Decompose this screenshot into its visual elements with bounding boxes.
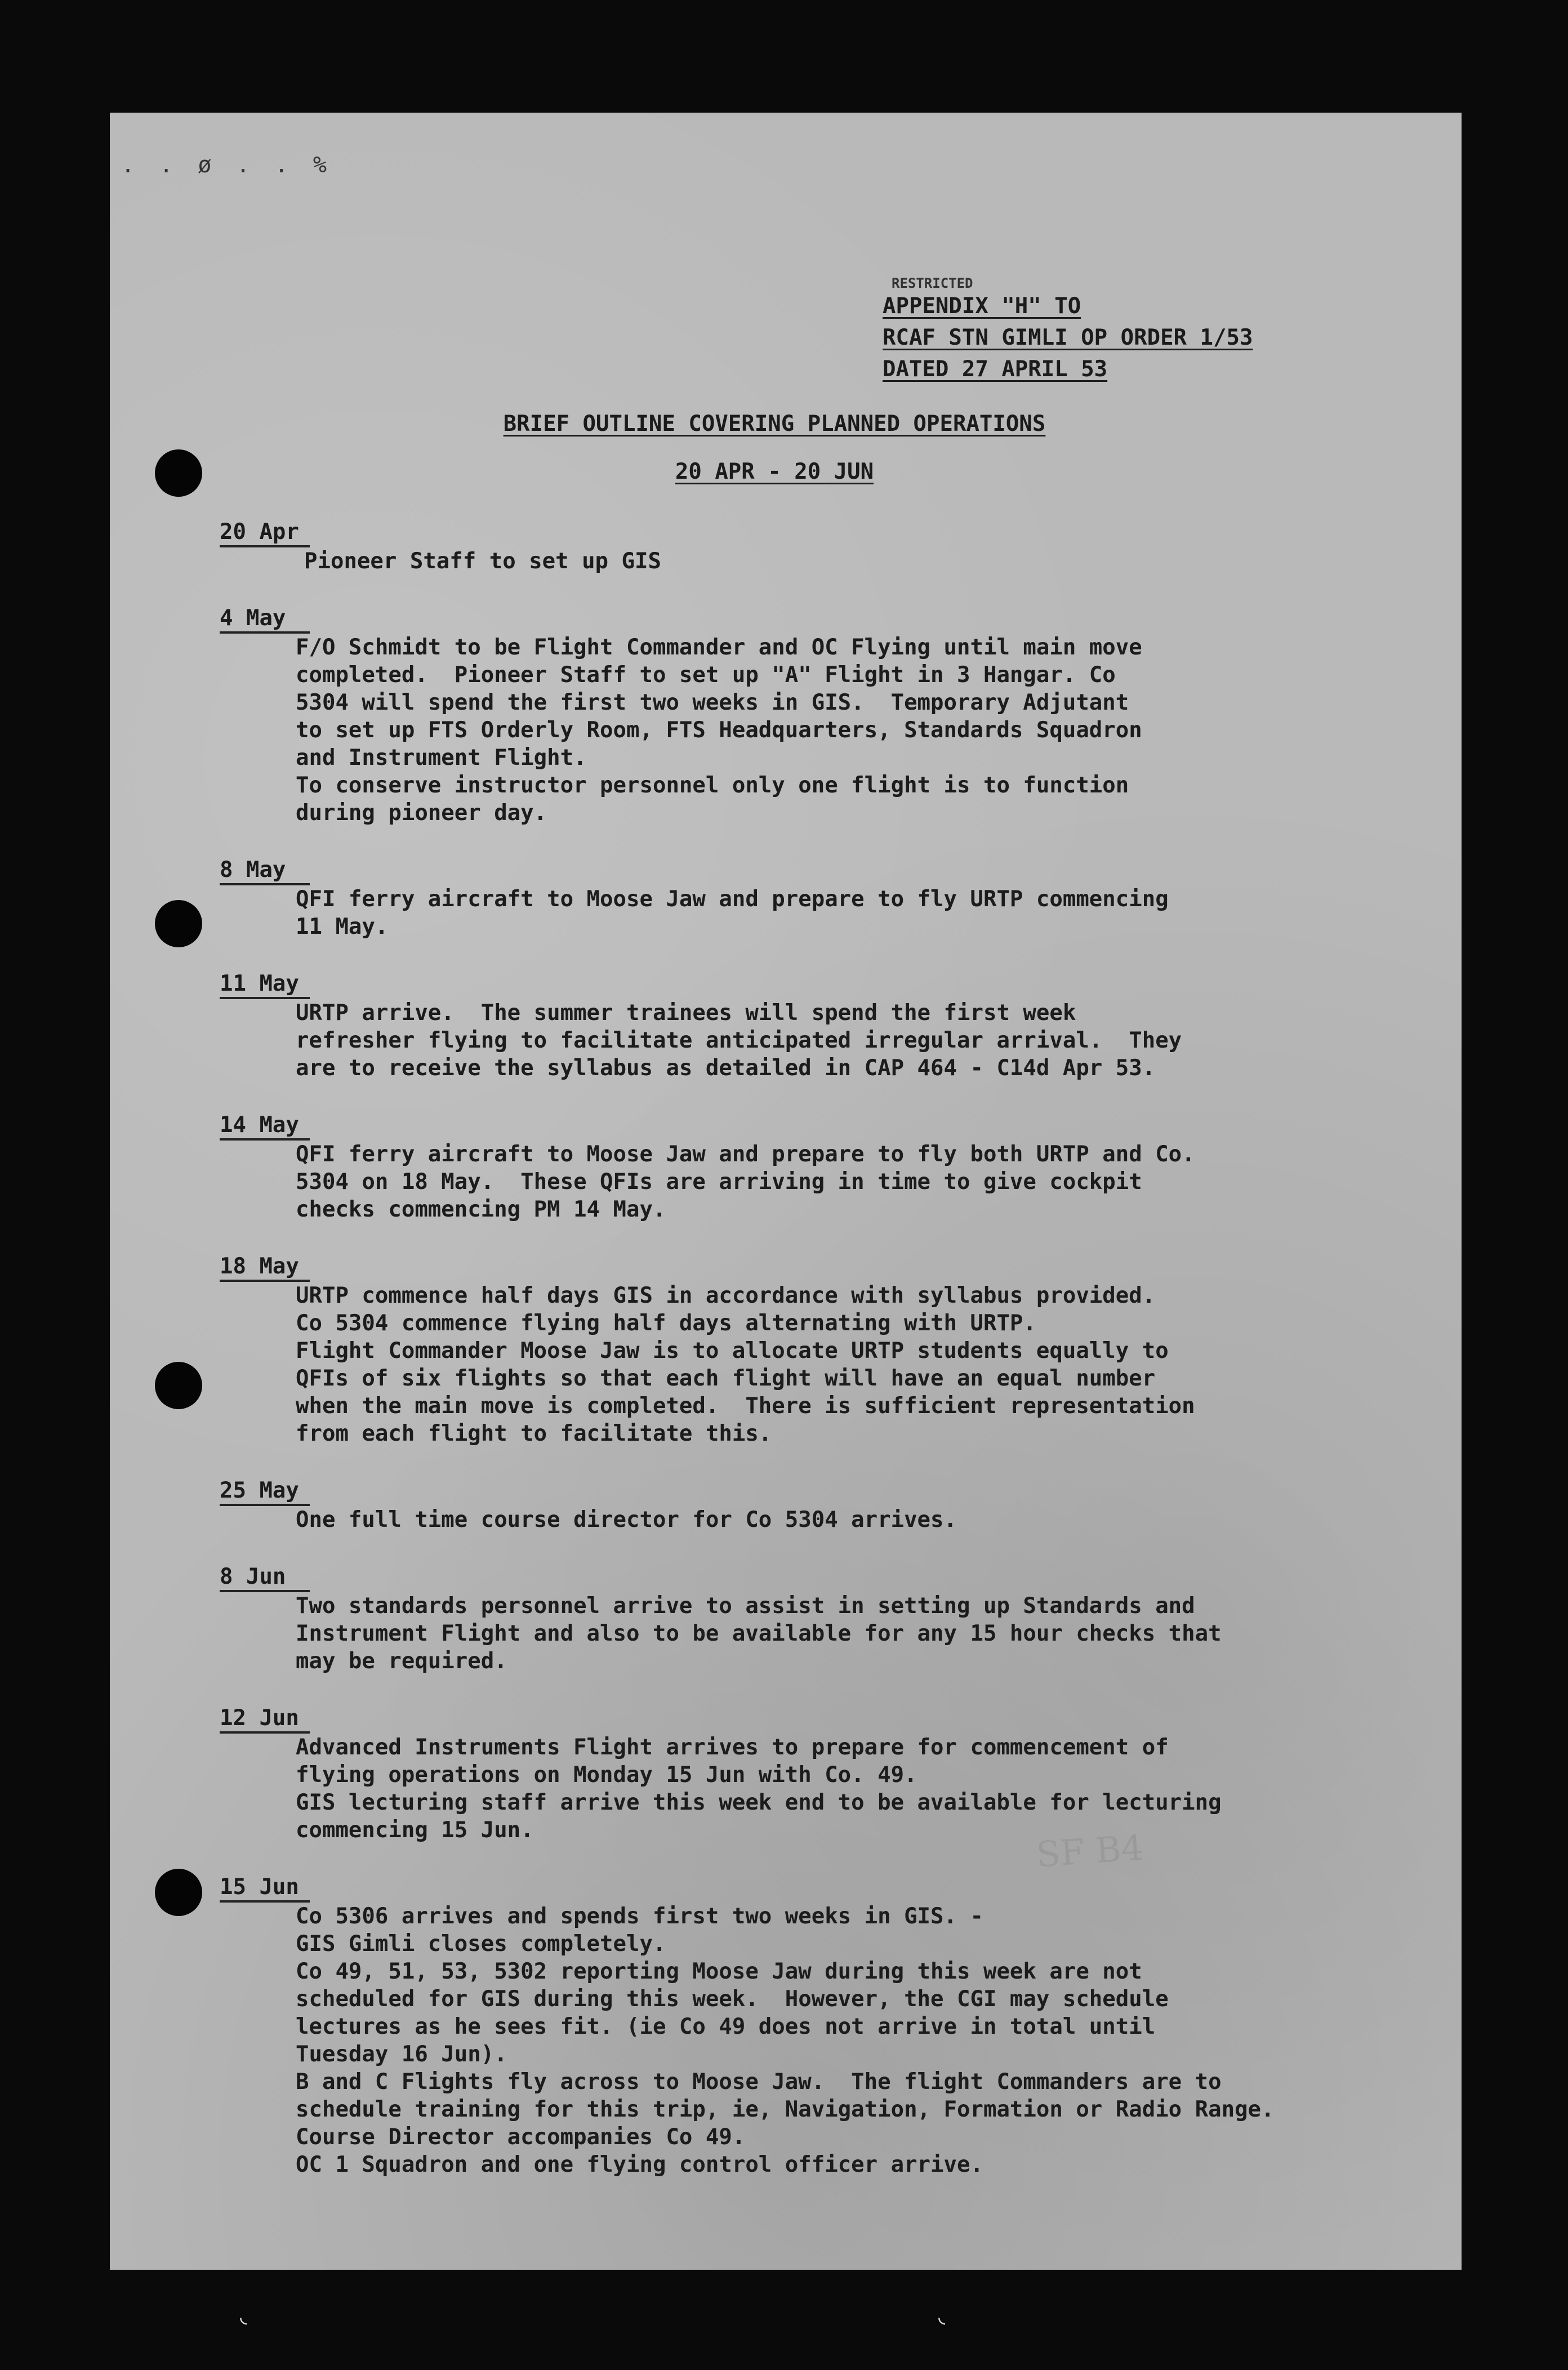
film-mark: ◟ <box>237 2304 251 2329</box>
schedule-entry <box>220 1112 1402 1223</box>
schedule-entry <box>220 605 1402 827</box>
entry-line: Course Director accompanies Co 49. <box>296 2124 746 2150</box>
entry-text <box>296 1282 1402 1447</box>
entry-date: 20 Apr <box>220 519 310 547</box>
entry-line: refresher flying to facilitate anticipated irregular arrival. They <box>296 1028 1182 1053</box>
entry-text <box>296 1506 1402 1534</box>
top-left-marks: . . ø . . % <box>121 152 332 178</box>
entry-line: URTP commence half days GIS in accordance with syllabus provided. <box>296 1283 1156 1308</box>
classification-stamp: RESTRICTED <box>892 275 973 291</box>
entry-text <box>296 1141 1402 1223</box>
entry-line: scheduled for GIS during this week. However, the CGI may schedule <box>296 1986 1169 2012</box>
punch-hole <box>155 900 202 947</box>
appendix-reference <box>883 276 1253 385</box>
entry-date: 14 May <box>220 1112 310 1141</box>
appendix-line: RCAF STN GIMLI OP ORDER 1/53 <box>883 325 1253 350</box>
document-subtitle: 20 APR - 20 JUN <box>675 459 874 484</box>
entry-line: are to receive the syllabus as detailed in CAP 464 - C14d Apr 53. <box>296 1055 1156 1081</box>
entry-date: 12 Jun <box>220 1705 310 1734</box>
film-mark: ◟ <box>935 2304 949 2329</box>
appendix-line: APPENDIX "H" TO <box>883 293 1081 319</box>
entry-line: checks commencing PM 14 May. <box>296 1197 666 1222</box>
entry-line: Two standards personnel arrive to assist in setting up Standards and <box>296 1593 1195 1619</box>
entry-line: when the main move is completed. There is sufficient representation <box>296 1393 1195 1419</box>
entry-line: schedule training for this trip, ie, Navigation, Formation or Radio Range. <box>296 2097 1275 2122</box>
entry-line: from each flight to facilitate this. <box>296 1421 772 1446</box>
entry-line: Advanced Instruments Flight arrives to prepare for commencement of <box>296 1735 1169 1760</box>
entry-text <box>296 999 1402 1082</box>
entry-line: Flight Commander Moose Jaw is to allocate URTP students equally to <box>296 1338 1169 1364</box>
entry-line: GIS Gimli closes completely. <box>296 1931 666 1957</box>
entry-line: Instrument Flight and also to be available for any 15 hour checks that <box>296 1621 1222 1646</box>
entry-line: commencing 15 Jun. <box>296 1817 534 1843</box>
entry-line: QFIs of six flights so that each flight will have an equal number <box>296 1366 1156 1391</box>
entry-date: 4 May <box>220 605 310 634</box>
schedule-entry <box>220 1874 1402 2179</box>
punch-hole <box>155 1869 202 1916</box>
entry-line: QFI ferry aircraft to Moose Jaw and prepare to fly both URTP and Co. <box>296 1142 1195 1167</box>
entry-line: OC 1 Squadron and one flying control officer arrive. <box>296 2152 983 2177</box>
schedule-entry <box>220 1478 1402 1534</box>
schedule-entry <box>220 1254 1402 1447</box>
schedule-entries <box>220 519 1402 2209</box>
entry-line: Co 5306 arrives and spends first two weeks in GIS. - <box>296 1904 983 1929</box>
entry-text <box>304 547 1402 575</box>
entry-line: 5304 will spend the first two weeks in GIS. Temporary Adjutant <box>296 690 1129 715</box>
entry-line: Tuesday 16 Jun). <box>296 2042 507 2067</box>
entry-date: 11 May <box>220 971 310 999</box>
entry-line: completed. Pioneer Staff to set up "A" Flight in 3 Hangar. Co <box>296 662 1116 688</box>
entry-text <box>296 1734 1402 1844</box>
schedule-entry <box>220 519 1402 575</box>
schedule-entry <box>220 1564 1402 1675</box>
entry-line: 11 May. <box>296 914 389 939</box>
entry-line: GIS lecturing staff arrive this week end to be available for lecturing <box>296 1790 1222 1815</box>
schedule-entry <box>220 971 1402 1082</box>
entry-text <box>296 1592 1402 1675</box>
entry-date: 25 May <box>220 1478 310 1506</box>
entry-date: 8 May <box>220 857 310 885</box>
entry-line: lectures as he sees fit. (ie Co 49 does not arrive in total until <box>296 2014 1156 2039</box>
entry-line: Co 5304 commence flying half days alternating with URTP. <box>296 1311 1036 1336</box>
entry-line: during pioneer day. <box>296 800 547 826</box>
document-title: BRIEF OUTLINE COVERING PLANNED OPERATIONS <box>503 411 1046 436</box>
entry-line: To conserve instructor personnel only one flight is to function <box>296 773 1129 798</box>
entry-text <box>296 885 1402 941</box>
entry-line: Co 49, 51, 53, 5302 reporting Moose Jaw during this week are not <box>296 1959 1142 1984</box>
entry-line: may be required. <box>296 1649 507 1674</box>
entry-line: One full time course director for Co 5304 arrives. <box>296 1507 957 1533</box>
schedule-entry <box>220 1705 1402 1844</box>
entry-date: 15 Jun <box>220 1874 310 1903</box>
entry-date: 18 May <box>220 1254 310 1282</box>
entry-line: and Instrument Flight. <box>296 745 587 770</box>
entry-line: Pioneer Staff to set up GIS <box>304 549 661 574</box>
entry-line: F/O Schmidt to be Flight Commander and OC Flying until main move <box>296 635 1142 660</box>
document-page <box>110 113 1462 2270</box>
schedule-entry <box>220 857 1402 941</box>
entry-line: URTP arrive. The summer trainees will spend the first week <box>296 1000 1076 1026</box>
entry-line: 5304 on 18 May. These QFIs are arriving in time to give cockpit <box>296 1169 1142 1195</box>
entry-line: QFI ferry aircraft to Moose Jaw and prepare to fly URTP commencing <box>296 886 1169 912</box>
handwritten-note: SF B4 <box>1035 1826 1145 1875</box>
entry-line: B and C Flights fly across to Moose Jaw. The flight Commanders are to <box>296 2069 1222 2095</box>
punch-hole <box>155 1362 202 1409</box>
appendix-line: DATED 27 APRIL 53 <box>883 357 1108 382</box>
entry-text <box>296 634 1402 827</box>
entry-line: to set up FTS Orderly Room, FTS Headquarters, Standards Squadron <box>296 718 1142 743</box>
entry-line: flying operations on Monday 15 Jun with Co. 49. <box>296 1762 917 1788</box>
entry-text <box>296 1903 1402 2179</box>
document-heading <box>110 411 1462 484</box>
entry-date: 8 Jun <box>220 1564 310 1592</box>
